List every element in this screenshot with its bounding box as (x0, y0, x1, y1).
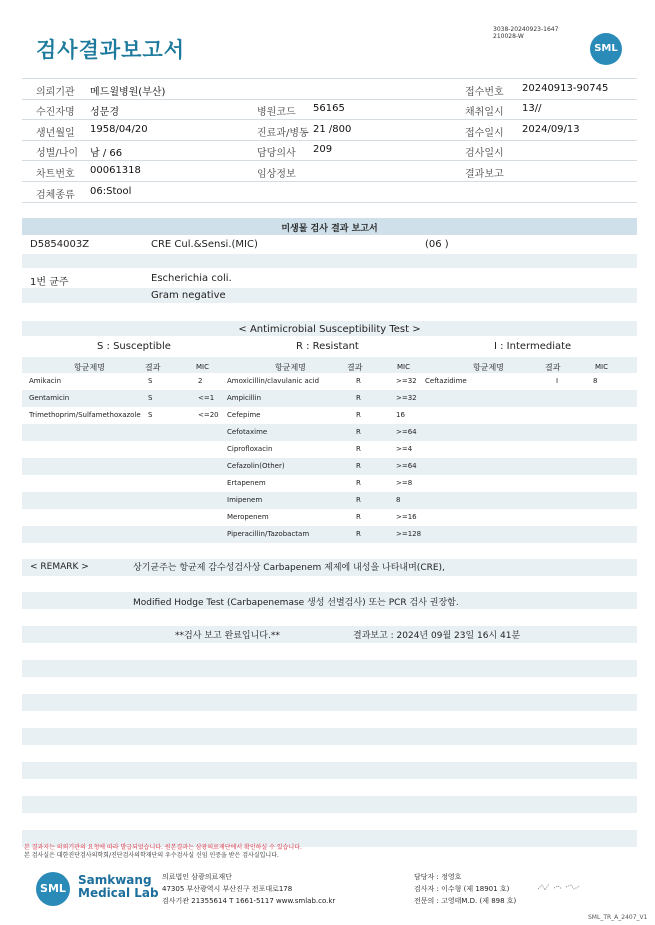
ast-result: I (556, 377, 559, 385)
ast-drug-name: Cefepime (227, 411, 261, 419)
organism-label: 1번 균주 (30, 277, 69, 288)
ast-drug-name: Ampicillin (227, 394, 262, 402)
label-collection-time: 채취일시 (465, 107, 504, 118)
row-band (22, 762, 637, 779)
ast-mic: >=16 (396, 513, 417, 521)
footer-address: 47305 부산광역시 부산진구 전포대로178 (162, 885, 293, 893)
completion-band (22, 626, 637, 643)
ast-result: R (356, 445, 361, 453)
label-test-time: 검사일시 (465, 148, 504, 159)
report-time: 결과보고 : 2024년 09월 23일 16시 41분 (353, 631, 521, 641)
specimen-code: (06 ) (425, 239, 449, 250)
row-band (22, 424, 637, 441)
col1-mic-header: MIC (196, 363, 209, 371)
document-id-line1: 3038-20240923-1647 (493, 26, 559, 33)
value-department-ward: 21 /800 (313, 124, 352, 135)
ast-mic: >=128 (396, 530, 422, 538)
header-divider (22, 140, 637, 141)
col3-mic-header: MIC (595, 363, 608, 371)
footer-contact: 검사기관 21355614 T 1661-5117 www.smlab.co.kr (162, 897, 336, 905)
ast-drug-name: Trimethoprim/Sulfamethoxazole (29, 411, 141, 419)
footer-staff-3: 전문의 : 고영태M.D. (제 898 호) (414, 897, 517, 905)
sml-logo: SML (590, 33, 622, 65)
row-band (22, 492, 637, 509)
footer-brand-line2: Medical Lab (78, 886, 159, 900)
row-band (22, 796, 637, 813)
col2-mic-header: MIC (397, 363, 410, 371)
label-birth-date: 생년월일 (36, 128, 75, 139)
ast-drug-name: Ciprofloxacin (227, 445, 273, 453)
legend-susceptible: S : Susceptible (97, 341, 171, 352)
ast-result: S (148, 394, 153, 402)
remark-label: < REMARK > (30, 562, 89, 572)
legend-intermediate: I : Intermediate (494, 341, 572, 352)
form-code: SML_TR_A_2407_V1 (588, 914, 648, 921)
label-doctor: 담당의사 (257, 148, 296, 159)
ast-drug-name: Meropenem (227, 513, 269, 521)
remark-line1: 상기균주는 항균제 감수성검사상 Carbapenem 제제에 내성을 나타내며(CRE), (133, 563, 445, 573)
row-band (22, 288, 637, 303)
label-patient-name: 수진자명 (36, 107, 75, 118)
footer-org: 의료법인 삼광의료재단 (162, 873, 232, 881)
header-divider (22, 99, 637, 100)
value-received-time: 2024/09/13 (522, 124, 580, 135)
remark-line2: Modified Hodge Test (Carbapenemase 생성 선별검사) 또는 PCR 검사 권장함. (133, 598, 459, 608)
document-id-line2: 210028-W (493, 33, 524, 40)
value-requesting-org: 메드윌병원(부산) (90, 87, 166, 98)
value-birth-date: 1958/04/20 (90, 124, 148, 135)
col2-result-header: 결과 (347, 363, 363, 372)
label-hospital-code: 병원코드 (257, 107, 296, 118)
organism-name: Escherichia coli. (151, 273, 232, 284)
ast-result: R (356, 496, 361, 504)
ast-mic: >=64 (396, 428, 417, 436)
ast-result: R (356, 513, 361, 521)
ast-mic: 8 (396, 496, 401, 504)
label-clinical-info: 임상정보 (257, 169, 296, 180)
ast-mic: <=1 (198, 394, 215, 402)
ast-mic: 8 (593, 377, 598, 385)
value-chart-no: 00061318 (90, 165, 141, 176)
ast-drug-name: Ertapenem (227, 479, 266, 487)
test-code: D5854003Z (30, 239, 90, 250)
ast-drug-name: Ceftazidime (425, 377, 467, 385)
ast-result: R (356, 394, 361, 402)
value-accession-no: 20240913-90745 (522, 83, 609, 94)
ast-result: R (356, 411, 361, 419)
document-id (493, 26, 558, 40)
header-divider (22, 160, 637, 161)
ast-result: R (356, 428, 361, 436)
ast-mic: >=8 (396, 479, 413, 487)
label-accession-no: 접수번호 (465, 87, 504, 98)
header-divider (22, 119, 637, 120)
header-divider (22, 202, 637, 203)
report-complete: **검사 보고 완료입니다.** (175, 631, 280, 641)
ast-drug-name: Gentamicin (29, 394, 70, 402)
value-doctor: 209 (313, 144, 333, 155)
col3-result-header: 결과 (545, 363, 561, 372)
ast-result: S (148, 377, 153, 385)
ast-mic: 2 (198, 377, 203, 385)
legend-resistant: R : Resistant (296, 341, 359, 352)
ast-result: R (356, 479, 361, 487)
footer-brand (78, 874, 159, 900)
row-band (22, 390, 637, 407)
value-patient-name: 성문경 (90, 107, 119, 118)
row-band (22, 458, 637, 475)
ast-mic: 16 (396, 411, 405, 419)
ast-drug-name: Amikacin (29, 377, 62, 385)
row-band (22, 728, 637, 745)
ast-drug-name: Amoxicillin/clavulanic acid (227, 377, 320, 385)
footer-staff-2: 검사자 : 이수형 (제 18901 호) (414, 885, 510, 893)
ast-result: S (148, 411, 153, 419)
ast-mic: <=20 (198, 411, 219, 419)
footer-address-block (162, 871, 335, 907)
value-sex-age: 남 / 66 (90, 148, 123, 159)
value-collection-time: 13// (522, 103, 542, 114)
report-title: 검사결과보고서 (36, 38, 186, 62)
value-specimen-type: 06:Stool (90, 186, 132, 197)
value-hospital-code: 56165 (313, 103, 345, 114)
footer-staff-block (414, 871, 516, 907)
ast-mic: >=32 (396, 377, 417, 385)
signature-mark (536, 881, 586, 893)
ast-result: R (356, 462, 361, 470)
footer-notice-1: 본 결과지는 의뢰기관의 요청에 따라 발급되었습니다. 원본결과는 삼광의료재단에서 확인하실 수 있습니다. (24, 844, 302, 851)
col3-drug-header: 항균제명 (473, 363, 504, 372)
section-title: 미생물 검사 결과 보고서 (281, 224, 378, 234)
row-band (22, 694, 637, 711)
ast-title: < Antimicrobial Susceptibility Test > (238, 324, 421, 335)
row-band (22, 254, 637, 268)
ast-mic: >=64 (396, 462, 417, 470)
footer-brand-line1: Samkwang (78, 873, 152, 887)
footer-staff-1: 담당자 : 정영호 (414, 873, 462, 881)
ast-result: R (356, 530, 361, 538)
row-band (22, 660, 637, 677)
ast-mic: >=32 (396, 394, 417, 402)
col1-result-header: 결과 (145, 363, 161, 372)
label-specimen-type: 검체종류 (36, 190, 75, 201)
gram-stain: Gram negative (151, 290, 226, 301)
ast-drug-name: Piperacillin/Tazobactam (227, 530, 310, 538)
label-department-ward: 진료과/병동 (257, 128, 309, 139)
label-chart-no: 차트번호 (36, 169, 75, 180)
ast-result: R (356, 377, 361, 385)
ast-drug-name: Imipenem (227, 496, 263, 504)
col2-drug-header: 항균제명 (275, 363, 306, 372)
row-band (22, 526, 637, 543)
footer-notice-2: 본 검사실은 대한진단검사의학회/진단검사의학재단의 우수검사실 신임 인증을 받은 검사실입니다. (24, 852, 279, 859)
test-name: CRE Cul.&Sensi.(MIC) (151, 239, 258, 250)
ast-drug-name: Cefotaxime (227, 428, 268, 436)
label-result-report: 결과보고 (465, 169, 504, 180)
label-received-time: 접수일시 (465, 128, 504, 139)
label-sex-age: 성별/나이 (36, 148, 79, 159)
header-divider (22, 181, 637, 182)
header-divider (22, 78, 637, 79)
ast-drug-name: Cefazolin(Other) (227, 462, 285, 470)
col1-drug-header: 항균제명 (74, 363, 105, 372)
footer-sml-logo: SML (36, 872, 70, 906)
label-requesting-org: 의뢰기관 (36, 87, 75, 98)
ast-mic: >=4 (396, 445, 413, 453)
